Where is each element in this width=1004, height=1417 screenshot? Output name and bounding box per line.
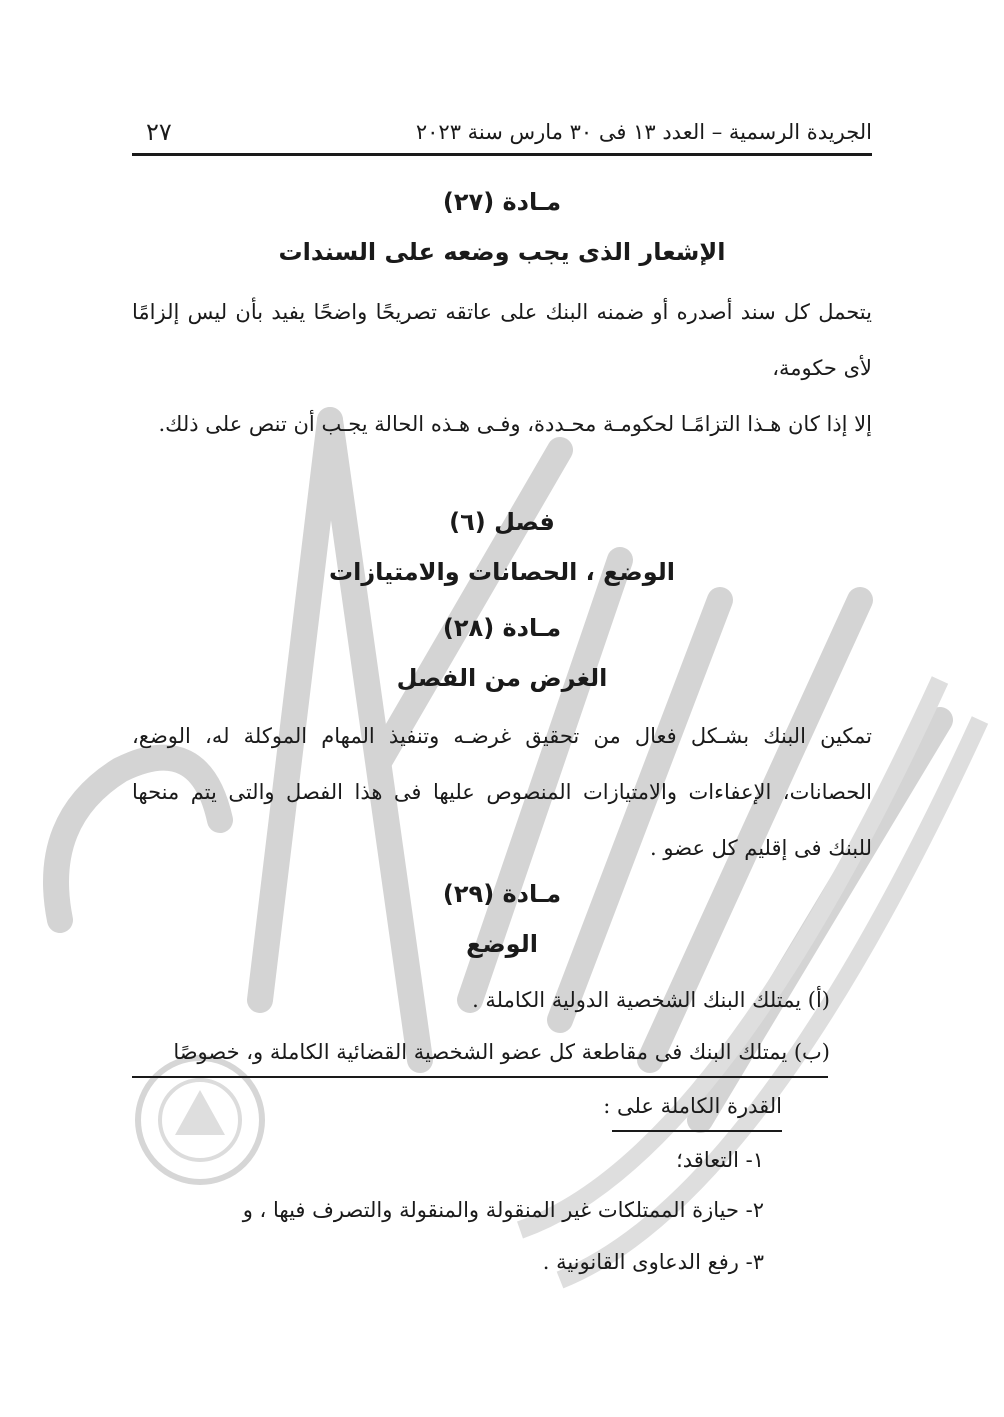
chapter-6-title: الوضع ، الحصانات والامتيازات [328, 558, 676, 586]
article-28-number: مـادة (٢٨) [442, 614, 562, 642]
article-28-paragraph: تمكين البنك بشـكل فعال من تحقيق غرضـه وتنفيذ المهام الموكلة له، الوضع، الحصانات، الإعفاءات والامتيازات المنصوص عليها فى هذا الفصل والتى يتم منحها للبنك فى إقليم كل عضو . [132, 724, 872, 860]
article-29-item-a: (أ) يمتلك البنك الشخصية الدولية الكاملة . [472, 988, 830, 1012]
list-item-2: ٢- حيازة الممتلكات غير المنقولة والمنقولة والتصرف فيها ، و [242, 1198, 764, 1222]
item-b-underline [132, 1076, 828, 1078]
article-27-paragraph-1: يتحمل كل سند أصدره أو ضمنه البنك على عاتقه تصريحًا واضحًا يفيد بأن ليس إلزامًا لأى حكومة، [132, 300, 872, 380]
article-27-title: الإشعار الذى يجب وضعه على السندات [278, 238, 726, 266]
article-28-title: الغرض من الفصل [396, 664, 608, 692]
article-27-number: مـادة (٢٧) [442, 188, 562, 216]
article-29-item-b: (ب) يمتلك البنك فى مقاطعة كل عضو الشخصية القضائية الكاملة و، خصوصًا [173, 1040, 830, 1064]
page-header [132, 110, 872, 156]
article-27-paragraph-2: إلا إذا كان هـذا التزامًـا لحكومـة محـددة، وفـى هـذه الحالة يجـب أن تنص على ذلك. [158, 412, 872, 436]
article-29-item-b-continuation: القدرة الكاملة على : [603, 1094, 782, 1118]
chapter-6-number: فصل (٦) [449, 508, 555, 536]
page-number: ٢٧ [146, 117, 172, 146]
item-b-continuation-underline [612, 1130, 782, 1132]
gazette-header-title: الجريدة الرسمية – العدد ١٣ فى ٣٠ مارس سنة ٢٠٢٣ [415, 119, 872, 144]
article-29-number: مـادة (٢٩) [442, 880, 562, 908]
article-29-title: الوضع [466, 930, 538, 958]
list-item-3: ٣- رفع الدعاوى القانونية . [542, 1250, 764, 1274]
list-item-1: ١- التعاقد؛ [676, 1148, 764, 1172]
